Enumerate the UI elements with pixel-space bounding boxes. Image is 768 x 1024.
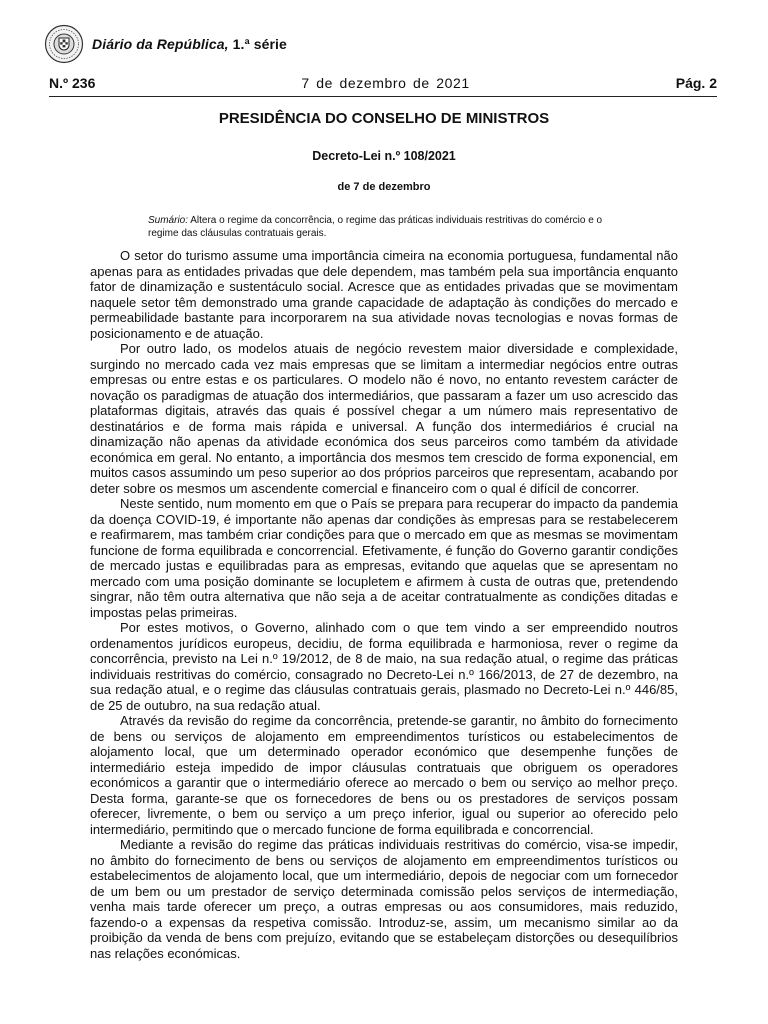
body-paragraph: Por outro lado, os modelos atuais de negócio revestem maior diversidade e complexidade, surgindo no mercado cada vez mais empresas que se limitam a intermediar negócios entre outras empresas ou entre estas e os particulares. O modelo não é novo, no entanto revestem carácter de novação os paradigmas de atuação dos intermediários, que passaram a fazer um uso acrescido das plataformas digitais, através das quais é possível chegar a um número mais representativo de destinatários e de forma mais rápida e universal. A função dos intermediários é crucial na dinamização não apenas da atividade económica dos seus parceiros como também da atividade económica em geral. No entanto, a importância dos mesmos tem crescido de forma exponencial, em muitos casos assumindo um peso superior ao dos próprios parceiros que representam, acabando por deter sobre os mesmos um ascendente comercial e financeiro com o qual é difícil de concorrer. (90, 341, 678, 496)
publication-series: 1.ª série (232, 36, 287, 52)
issue-date: 7 de dezembro de 2021 (301, 75, 470, 91)
issue-header (49, 73, 717, 93)
body-paragraph: O setor do turismo assume uma importância cimeira na economia portuguesa, fundamental não apenas para as entidades privadas que dele dependem, mas também pela sua importância enquanto fator de dinamização e sustentáculo social. Acresce que as entidades privadas que se movimentam naquele setor têm demonstrado uma grande capacidade de adaptação às condições do mercado e permeabilidade bastante para incorporarem na sua atividade novas tecnologias e novas formas de posicionamento e de atuação. (90, 248, 678, 341)
publication-title (92, 36, 287, 52)
summary-label: Sumário: (148, 215, 189, 226)
decree-date: de 7 de dezembro (337, 181, 431, 193)
publication-name: Diário da República, (92, 36, 229, 52)
section-title: PRESIDÊNCIA DO CONSELHO DE MINISTROS (218, 110, 550, 127)
decree-summary (148, 214, 628, 240)
body-paragraph: Neste sentido, num momento em que o País se prepara para recuperar do impacto da pandemia da doença COVID-19, é importante não apenas dar condições às empresas para se restabelecerem e reafirmarem, mas também criar condições para que o mercado em que as mesmas se movimentam funcione de forma equilibrada e concorrencial. Efetivamente, é função do Governo garantir condições de mercado justas e equilibradas para as empresas, evitando que aquelas que se apresentam no mercado com uma posição dominante se locupletem e afirmem à custa de outras que, pretendendo singrar, não têm outra alternativa que não seja a de aceitar contratualmente as condições ditadas e impostas pelas primeiras. (90, 496, 678, 620)
decree-title: Decreto-Lei n.º 108/2021 (312, 149, 456, 163)
header-divider (49, 96, 717, 97)
coat-of-arms-seal (44, 24, 84, 64)
page-number: Pág. 2 (675, 75, 717, 91)
masthead (44, 24, 287, 64)
body-paragraph: Através da revisão do regime da concorrência, pretende-se garantir, no âmbito do fornecimento de bens ou serviços de alojamento em empreendimentos turísticos ou estabelecimentos de alojamento local, que um determinado operador económico que desempenhe funções de intermediário esteja impedido de impor cláusulas contratuais que obriguem os operadores económicos a garantir que o intermediário oferece ao mercado o bem ou serviço ao melhor preço. Desta forma, garante-se que os fornecedores de bens ou os prestadores de serviços possam oferecer, livremente, o bem ou serviço a um preço inferior, igual ou superior ao oferecido pelo intermediário, permitindo que o mercado funcione de forma equilibrada e concorrencial. (90, 713, 678, 837)
decree-body (90, 248, 678, 961)
summary-text: Altera o regime da concorrência, o regime das práticas individuais restritivas do comércio e o regime das cláusulas contratuais gerais. (148, 215, 603, 239)
issue-number: N.º 236 (49, 75, 96, 91)
body-paragraph: Por estes motivos, o Governo, alinhado com o que tem vindo a ser empreendido noutros ordenamentos jurídicos europeus, decidiu, de forma equilibrada e harmoniosa, rever o regime da concorrência, previsto na Lei n.º 19/2012, de 8 de maio, na sua redação atual, o regime das práticas individuais restritivas do comércio, consagrado no Decreto-Lei n.º 166/2013, de 27 de dezembro, na sua redação atual, e o regime das cláusulas contratuais gerais, plasmado no Decreto-Lei n.º 446/85, de 25 de outubro, na sua redação atual. (90, 620, 678, 713)
body-paragraph: Mediante a revisão do regime das práticas individuais restritivas do comércio, visa-se impedir, no âmbito do fornecimento de bens ou serviços de alojamento em empreendimentos turísticos ou estabelecimentos de alojamento local, que um intermediário, depois de negociar com um fornecedor de um bem ou um prestador de serviço determinada comissão pelos serviços de intermediação, venha mais tarde oferecer um preço, a outras empresas ou aos consumidores, mais reduzido, fazendo-o a expensas da respetiva comissão. Introduz-se, assim, um mecanismo similar ao da proibição da venda de bens com prejuízo, evitando que se estabeleçam distorções ou desequilíbrios nas relações económicas. (90, 837, 678, 961)
